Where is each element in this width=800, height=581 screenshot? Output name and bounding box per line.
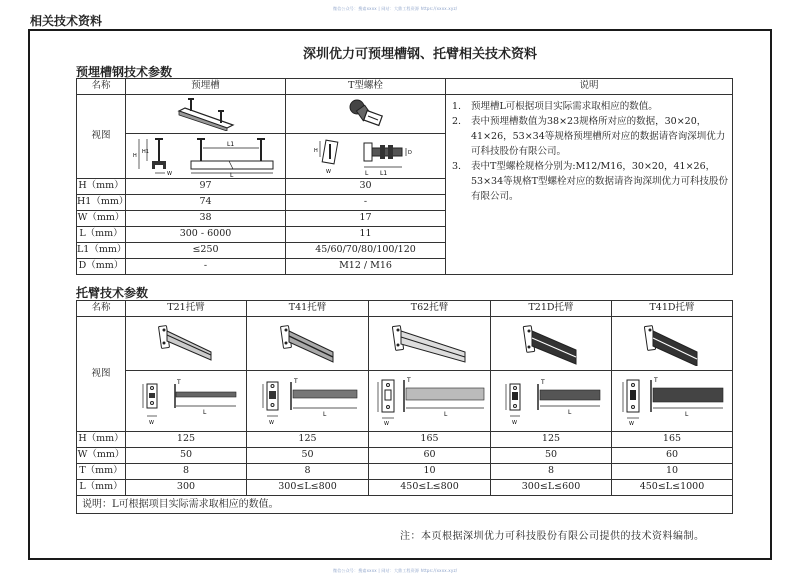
- notes-cell: [446, 95, 733, 275]
- table-row: T（mm） 8 8 10 8 10: [77, 464, 733, 480]
- document-frame: [28, 29, 772, 560]
- header-t62: T62托臂: [369, 301, 491, 317]
- table-row: L（mm） 300 - 6000 11: [77, 227, 733, 243]
- svg-text:L: L: [203, 409, 207, 416]
- bracket-note-row: [77, 496, 733, 514]
- watermark-top: 微信公众号：搜索xxxx | 网站：大鼎工程资源 https://xxxx.xyz/: [333, 6, 458, 11]
- svg-text:D: D: [407, 150, 412, 156]
- view-label: 视图: [77, 95, 126, 179]
- note-item: 3. 表中T型螺栓规格分别为:M12/M16，30×20，41×26，53×34等规格T型螺栓对应的数据请咨询深圳优力可科技股份有限公司。: [452, 161, 728, 202]
- table-row: H（mm） 125 125 165 125 165: [77, 432, 733, 448]
- header-channel: 预埋槽: [126, 79, 286, 95]
- bracket-note: 说明：L可根据项目实际需求取相应的数值。: [77, 496, 733, 514]
- svg-text:H1: H1: [141, 149, 149, 155]
- svg-text:T: T: [406, 377, 411, 384]
- cantilever-bracket-3d-icon: [369, 317, 491, 371]
- embedded-channel-3d-icon: [126, 95, 286, 134]
- svg-text:L1: L1: [226, 141, 234, 148]
- svg-text:T: T: [541, 379, 545, 386]
- cantilever-bracket-3d-icon: [491, 317, 612, 371]
- svg-text:T: T: [293, 378, 298, 385]
- header-bolt: T型螺栓: [286, 79, 446, 95]
- header-name: 名称: [77, 79, 126, 95]
- header-t21d: T21D托臂: [491, 301, 612, 317]
- table-row: L（mm） 300 300≤L≤800 450≤L≤800 300≤L≤600 450≤L≤1000: [77, 480, 733, 496]
- svg-text:L: L: [229, 172, 233, 177]
- section-label: 相关技术资料: [30, 14, 103, 28]
- svg-text:W: W: [512, 420, 517, 426]
- svg-text:L: L: [364, 170, 368, 177]
- note-item: 2. 表中预埋槽数值为38×23规格所对应的数据，30×20，41×26，53×34等规格预埋槽所对应的数据请咨询深圳优力可科技股份有限公司。: [452, 116, 726, 157]
- svg-text:H: H: [313, 148, 318, 154]
- svg-text:W: W: [268, 420, 274, 426]
- svg-text:L: L: [685, 411, 689, 418]
- footer-note: 注：本页根据深圳优力可科技股份有限公司提供的技术资料编制。: [400, 531, 705, 542]
- svg-text:W: W: [166, 171, 172, 177]
- view-label: 视图: [77, 317, 126, 432]
- svg-text:L: L: [322, 411, 326, 418]
- header-t21: T21托臂: [126, 301, 247, 317]
- cantilever-bracket-3d-icon: [247, 317, 369, 371]
- table-row: L1（mm） ≤250 45/60/70/80/100/120: [77, 243, 733, 259]
- svg-text:H: H: [132, 153, 137, 159]
- svg-text:T: T: [654, 377, 658, 384]
- svg-text:L1: L1: [379, 170, 387, 177]
- table-row: W（mm） 50 50 60 50 60: [77, 448, 733, 464]
- header-t41d: T41D托臂: [612, 301, 733, 317]
- cantilever-bracket-dimension-icon: [247, 371, 369, 432]
- cantilever-bracket-3d-icon: [126, 317, 247, 371]
- embedded-channel-dimension-icon: [126, 134, 286, 179]
- channel-spec-table: [76, 78, 733, 275]
- svg-text:W: W: [383, 421, 389, 426]
- header-notes: 说明: [446, 79, 733, 95]
- page-title: 深圳优力可预埋槽钢、托臂相关技术资料: [302, 47, 537, 62]
- table-row: D（mm） - M12 / M16: [77, 259, 733, 275]
- bracket-table-title: 托臂技术参数: [76, 286, 149, 300]
- channel-table-title: 预埋槽钢技术参数: [76, 65, 173, 79]
- table-header-row: [77, 79, 733, 95]
- cantilever-bracket-dimension-icon: [369, 371, 491, 432]
- table-row: H1（mm） 74 -: [77, 195, 733, 211]
- bracket-spec-table: [76, 300, 733, 514]
- cantilever-bracket-3d-icon: [612, 317, 733, 371]
- svg-text:W: W: [149, 420, 154, 426]
- svg-text:L: L: [568, 409, 572, 416]
- watermark-bottom: 微信公众号：搜索xxxx | 网站：大鼎工程资源 https://xxxx.xyz/: [333, 568, 458, 573]
- t-bolt-3d-icon: [286, 95, 446, 134]
- table-row: H（mm） 97 30: [77, 179, 733, 195]
- cantilever-bracket-dimension-icon: [126, 371, 247, 432]
- cantilever-bracket-dimension-icon: [491, 371, 612, 432]
- cantilever-bracket-dimension-icon: [612, 371, 733, 432]
- header-name: 名称: [77, 301, 126, 317]
- svg-text:W: W: [629, 421, 634, 426]
- svg-text:T: T: [177, 379, 181, 386]
- note-item: 1. 预埋槽L可根据项目实际需求取相应的数值。: [452, 101, 658, 112]
- table-row: W（mm） 38 17: [77, 211, 733, 227]
- table-header-row: [77, 301, 733, 317]
- svg-text:L: L: [443, 411, 447, 418]
- t-bolt-dimension-icon: [286, 134, 446, 179]
- svg-text:W: W: [325, 169, 331, 175]
- header-t41: T41托臂: [247, 301, 369, 317]
